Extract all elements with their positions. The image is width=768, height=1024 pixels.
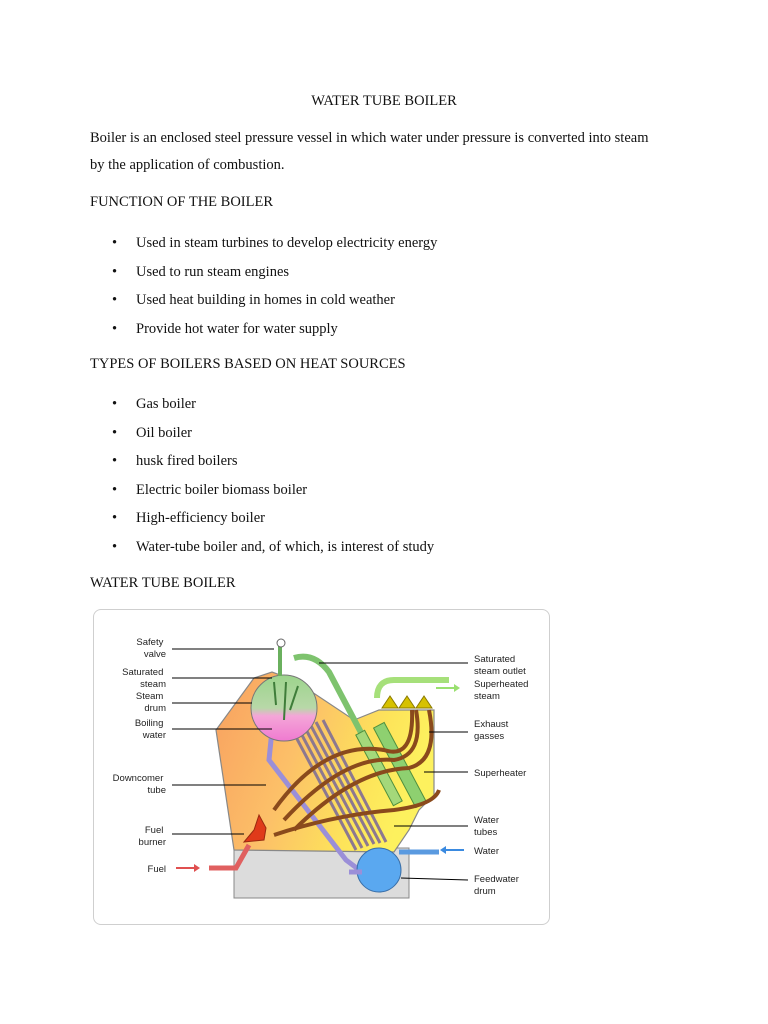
intro-line-2: by the application of combustion. xyxy=(90,157,285,173)
label-safety-valve: Safety valve xyxy=(136,637,166,660)
list-item-text: Provide hot water for water supply xyxy=(136,320,338,337)
label-superheater: Superheater xyxy=(474,768,527,779)
label-saturated-steam-outlet: Saturated steam outlet xyxy=(474,654,526,677)
exhaust-arrowheads xyxy=(382,696,432,708)
boiler-diagram-svg xyxy=(94,610,549,924)
feedwater-drum xyxy=(357,848,401,892)
list-item-text: Electric boiler biomass boiler xyxy=(136,481,308,498)
water-arrow-icon xyxy=(440,846,464,854)
page-title: WATER TUBE BOILER xyxy=(311,93,457,109)
fuel-arrow-icon xyxy=(176,864,200,872)
label-feedwater-drum: Feedwater drum xyxy=(474,874,519,897)
list-item-text: Used heat building in homes in cold weather xyxy=(136,292,395,309)
list-item-text: Oil boiler xyxy=(136,424,192,441)
list-item-text: husk fired boilers xyxy=(136,453,238,470)
list-item-text: Used to run steam engines xyxy=(136,263,290,280)
bullet-icon: • xyxy=(112,263,118,280)
bullet-icon: • xyxy=(112,424,118,441)
bullet-icon: • xyxy=(112,510,118,527)
function-heading: FUNCTION OF THE BOILER xyxy=(90,194,273,210)
label-exhaust-gasses: Exhaust gasses xyxy=(474,719,509,742)
intro-paragraph xyxy=(90,125,690,179)
intro-line-1: Boiler is an enclosed steel pressure vessel in which water under pressure is converted into steam xyxy=(90,130,649,146)
bullet-icon: • xyxy=(112,481,118,498)
safety-valve-cap xyxy=(277,639,285,647)
bullet-icon: • xyxy=(112,396,118,412)
types-heading: TYPES OF BOILERS BASED ON HEAT SOURCES xyxy=(90,356,406,372)
bullet-icon: • xyxy=(112,320,118,337)
superheated-steam-arrow-icon xyxy=(436,684,460,692)
bullet-icon: • xyxy=(112,235,118,251)
list-item-text: Gas boiler xyxy=(136,396,196,412)
list-item-text: Water-tube boiler and, of which, is interest of study xyxy=(136,538,435,555)
bullet-icon: • xyxy=(112,453,118,470)
label-water: Water xyxy=(474,846,499,857)
bullet-icon: • xyxy=(112,292,118,309)
list-item-text: Used in steam turbines to develop electricity energy xyxy=(136,235,438,251)
label-water-tubes: Water tubes xyxy=(474,815,499,838)
label-boiling-water: Boiling water xyxy=(134,718,166,741)
label-downcomer-tube: Downcomer tube xyxy=(112,773,166,796)
label-superheated-steam: Superheated steam xyxy=(474,679,529,702)
diagram-heading: WATER TUBE BOILER xyxy=(90,575,236,591)
list-item-text: High-efficiency boiler xyxy=(136,510,265,527)
label-steam-drum: Steam drum xyxy=(135,691,166,714)
label-fuel: Fuel xyxy=(147,864,166,875)
label-saturated-steam: Saturated steam xyxy=(122,667,166,690)
bullet-icon: • xyxy=(112,538,118,555)
label-fuel-burner: Fuel burner xyxy=(138,825,166,848)
boiler-diagram xyxy=(93,609,550,925)
